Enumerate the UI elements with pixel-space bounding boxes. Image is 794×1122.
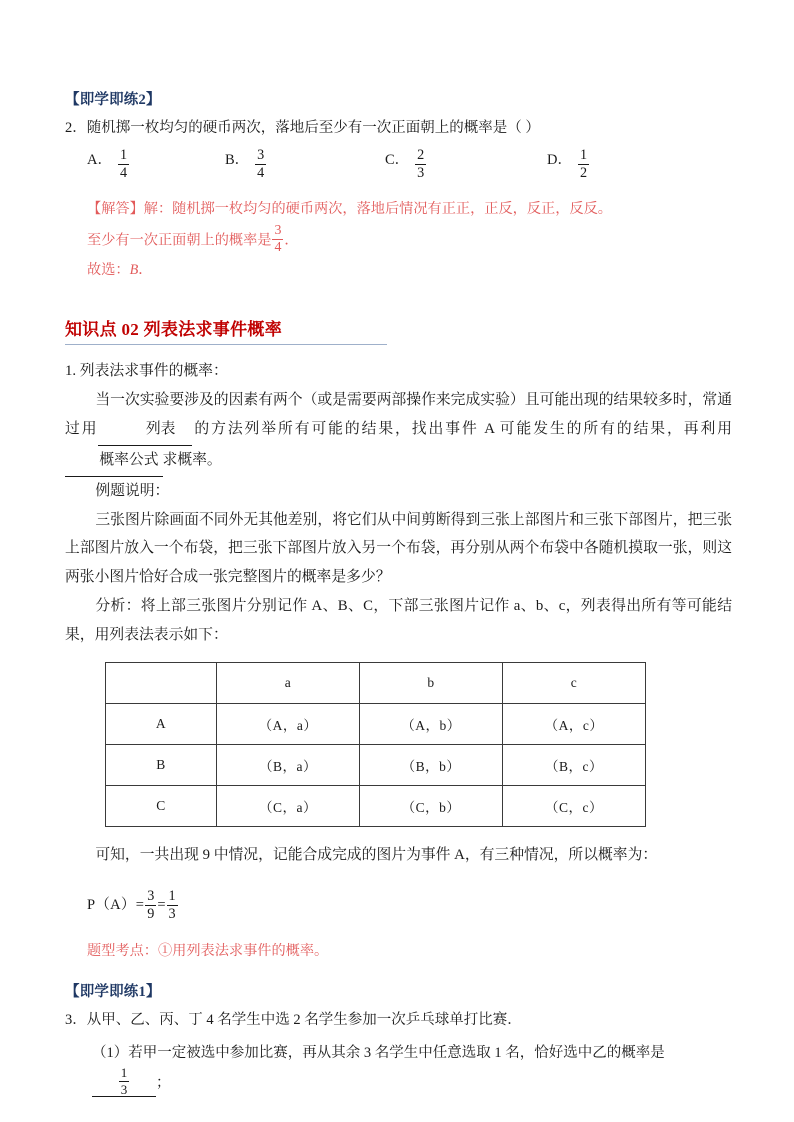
formula-fraction-2 (167, 889, 178, 922)
practice-2-section (65, 88, 732, 285)
table-row (106, 744, 646, 785)
question-3-sub-1-text: （1）若甲一定被选中参加比赛，再从其余 3 名学生中任意选取 1 名，恰好选中乙的概率是 (92, 1045, 665, 1062)
outcome-table-body (106, 662, 646, 826)
item-1-body-part-2: 的方法列举所有可能的结果，找出事件 A 可能发生的所有的结果，再利用 (192, 421, 732, 438)
table-row-label-a: A (106, 703, 217, 744)
option-a-denominator: 4 (119, 164, 128, 181)
answer-line-2-fraction (272, 224, 283, 256)
fill-blank-2[interactable]: 概率公式 (65, 446, 163, 477)
table-cell-ac: （A，c） (503, 703, 646, 744)
option-c-denominator: 3 (417, 164, 425, 181)
option-d-denominator: 2 (579, 164, 588, 181)
option-d-label: D． (547, 151, 572, 168)
item-1-body-part-3: 求概率。 (162, 451, 222, 468)
table-header-row (106, 662, 646, 703)
formula-fraction-2-numerator: 1 (168, 888, 176, 905)
item-1-body-part-1: 当一次实验要涉及的因素有两个（或是需要两部操作来完成实验）且可能出现的结果较多时，常通过用 (65, 392, 732, 438)
option-c-label: C． (385, 151, 410, 168)
option-c-fraction (415, 148, 426, 181)
question-2-answer (65, 195, 732, 285)
formula-fraction-1-numerator: 3 (147, 888, 155, 905)
question-2-text: 随机掷一枚均匀的硬币两次，落地后至少有一次正面朝上的概率是（ ） (86, 120, 540, 136)
table-cell-cb: （C，b） (360, 785, 503, 826)
answer-choice-prefix: 故选： (87, 261, 130, 278)
knowledge-point-title: 知识点 02 列表法求事件概率 (65, 320, 282, 339)
answer-line-2-suffix: ． (284, 232, 299, 249)
question-3-sub-1-denominator: 3 (120, 1081, 128, 1097)
analysis-body: 分析：将上部三张图片分别记作 A、B、C，下部三张图片记作 a、b、c，列表得出所有等可能结果，用列表法表示如下： (65, 598, 732, 643)
practice-2-header: 【即学即练2】 (65, 92, 161, 108)
option-a-fraction (118, 148, 129, 181)
answer-line-2-denominator: 4 (274, 240, 282, 256)
table-row-label-c: C (106, 785, 217, 826)
option-c[interactable] (385, 148, 547, 181)
option-b-fraction (255, 148, 266, 181)
example-label: 例题说明： (95, 482, 170, 499)
table-cell-bc: （B，c） (503, 744, 646, 785)
question-3-sub-1-fraction (119, 1066, 130, 1096)
table-conclusion: 可知，一共出现 9 中情况，记能合成完成的图片为事件 A，有三种情况，所以概率为： (95, 846, 658, 863)
table-cell-cc: （C，c） (503, 785, 646, 826)
table-col-header-a: a (217, 662, 360, 703)
table-cell-aa: （A，a） (217, 703, 360, 744)
question-3-sub-1-suffix: ； (156, 1074, 171, 1091)
option-c-numerator: 2 (417, 146, 425, 163)
fill-blank-1[interactable]: 列表 (98, 415, 192, 446)
answer-line-2 (87, 224, 732, 256)
question-3-text: 从甲、乙、丙、丁 4 名学生中选 2 名学生参加一次乒乓球单打比赛． (86, 1011, 522, 1028)
table-col-header-c: c (503, 662, 646, 703)
question-2-line (65, 118, 732, 140)
answer-line-2-numerator: 3 (272, 224, 283, 241)
option-a[interactable] (65, 148, 225, 181)
knowledge-item-1-body (65, 386, 732, 477)
option-b[interactable] (225, 148, 385, 181)
option-d-numerator: 1 (579, 146, 588, 163)
table-col-header-b: b (360, 662, 503, 703)
knowledge-point-rule (65, 344, 387, 345)
answer-line-3 (87, 256, 732, 285)
option-a-label: A． (87, 151, 112, 168)
answer-choice-suffix: ． (138, 261, 153, 278)
outcome-table (105, 662, 646, 827)
formula-fraction-1-denominator: 9 (147, 906, 155, 923)
formula-fraction-2-denominator: 3 (168, 906, 176, 923)
table-cell-ba: （B，a） (217, 744, 360, 785)
practice-1-section (65, 980, 732, 1098)
option-b-numerator: 3 (257, 146, 265, 163)
table-row-label-b: B (106, 744, 217, 785)
answer-line-2-prefix: 至少有一次正面朝上的概率是 (87, 232, 272, 249)
formula-fraction-1 (145, 889, 156, 922)
formula-equals: = (157, 897, 166, 914)
knowledge-item-1-title: 1. 列表法求事件的概率： (65, 363, 228, 380)
practice-1-header: 【即学即练1】 (65, 983, 161, 1000)
question-3-sub-1 (65, 1041, 732, 1097)
answer-choice-value: B (129, 261, 139, 278)
option-b-label: B． (225, 151, 250, 168)
example-body: 三张图片除画面不同外无其他差别，将它们从中间剪断得到三张上部图片和三张下部图片，把三张上部图片放入一个布袋，把三张下部图片放入另一个布袋，再分别从两个布袋中各随机摸取一张，则这两张小图片恰好合成一张完整图片的概率是多少？ (65, 511, 732, 586)
question-2-options (65, 148, 732, 181)
option-d[interactable] (547, 148, 667, 181)
table-row (106, 703, 646, 744)
table-cell-bb: （B，b） (360, 744, 503, 785)
answer-line-1: 【解答】解：随机掷一枚均匀的硬币两次，落地后情况有正正，正反，反正，反反。 (87, 200, 612, 217)
table-row (106, 785, 646, 826)
option-b-denominator: 4 (257, 164, 265, 181)
table-cell-ca: （C，a） (217, 785, 360, 826)
table-corner-cell (106, 662, 217, 703)
question-3-number: 3． (65, 1011, 87, 1028)
question-3-sub-1-answer-blank[interactable] (92, 1066, 156, 1097)
probability-formula (87, 886, 732, 926)
option-d-fraction (578, 148, 589, 181)
formula-lhs: P（A）= (87, 897, 145, 914)
question-3-line (65, 1010, 732, 1032)
exam-focus-note: 题型考点：①用列表法求事件的概率。 (87, 942, 329, 959)
question-3-sub-1-numerator: 1 (120, 1065, 128, 1081)
question-2-number: 2． (65, 120, 87, 136)
table-cell-ab: （A，b） (360, 703, 503, 744)
knowledge-point-heading (65, 315, 732, 345)
option-a-numerator: 1 (119, 146, 128, 163)
